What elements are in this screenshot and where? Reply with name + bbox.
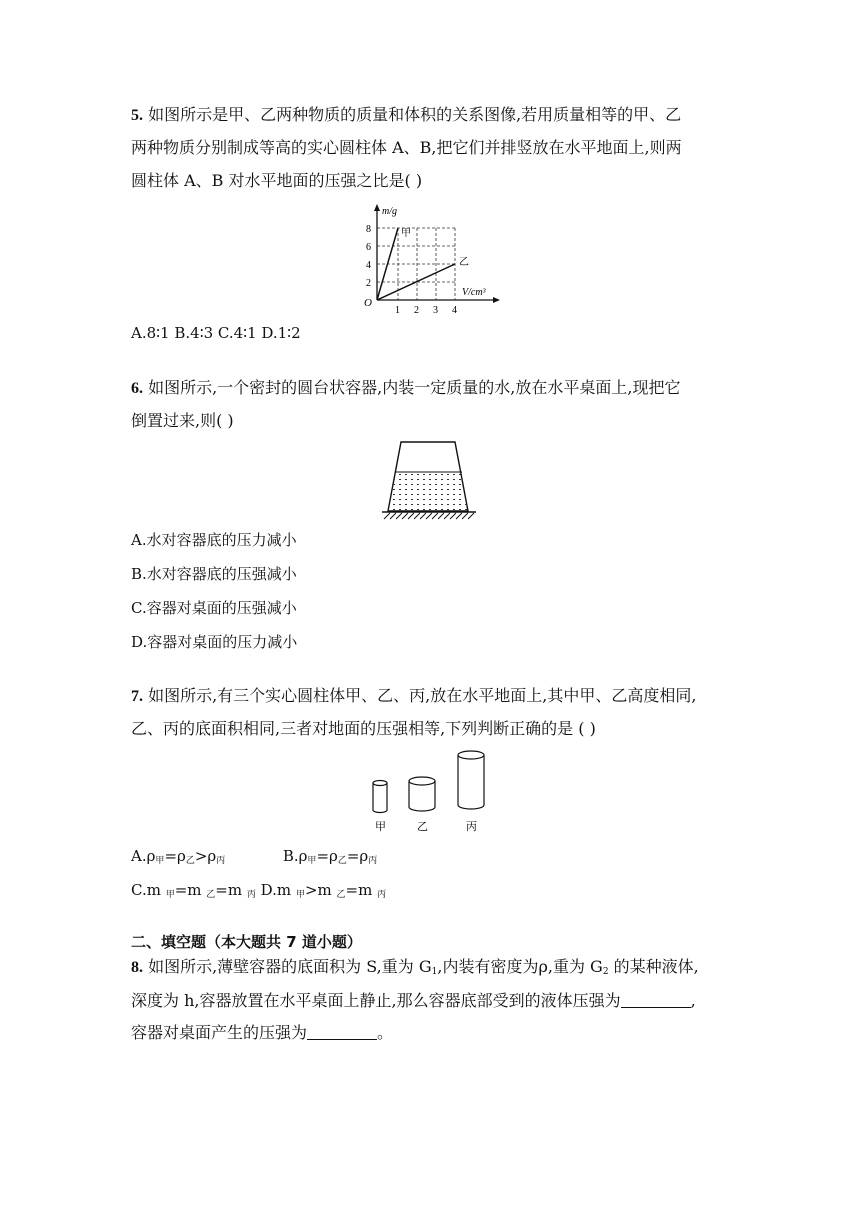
y-tick-label: 6 — [366, 242, 371, 253]
q8-text2-end: , — [690, 991, 696, 1010]
q7-options-row2 — [131, 879, 386, 906]
q8-sub2: 2 — [602, 967, 609, 977]
q6-line1 — [131, 377, 680, 400]
y-tick-label: 2 — [366, 278, 371, 289]
q6-option-d: D.容器对桌面的压力减小 — [131, 633, 298, 651]
q8-text2: 深度为 h,容器放置在水平桌面上静止,那么容器底部受到的液体压强为 — [131, 991, 621, 1010]
q7-options-row1 — [131, 845, 377, 872]
cylinder-yi — [409, 777, 435, 811]
q8-text3-end: 。 — [377, 1023, 394, 1042]
mass-volume-chart — [360, 200, 510, 318]
q7-option-b: $B.\rho_甲=\rho_乙=\rho_丙$ — [282, 847, 378, 866]
series-jia-label: 甲 — [401, 228, 411, 239]
q6-line2: 倒置过来,则( ) — [131, 411, 234, 430]
q7-line2: 乙、丙的底面积相同,三者对地面的压强相等,下列判断正确的是 ( ) — [131, 719, 596, 738]
y-tick-label: 8 — [366, 224, 371, 235]
x-axis-label: V/cm³ — [462, 287, 486, 298]
q7-option-a: $A.\rho_甲=\rho_乙>\rho_丙$ — [131, 847, 226, 866]
q5-options: A.8∶1 B.4∶3 C.4∶1 D.1∶2 — [131, 324, 301, 342]
label-jia: 甲 — [375, 821, 386, 833]
cylinder-jia — [373, 781, 387, 813]
q5-text1: 如图所示是甲、乙两种物质的质量和体积的关系图像,若用质量相等的甲、乙 — [148, 105, 682, 124]
q8-text3: 容器对桌面产生的压强为 — [131, 1023, 308, 1042]
q8-line3 — [131, 1022, 393, 1044]
q5-line3: 圆柱体 A、B 对水平地面的压强之比是( ) — [131, 171, 423, 190]
q6-number: 6. — [131, 380, 143, 397]
series-yi-label: 乙 — [459, 257, 469, 268]
q7-line1 — [131, 685, 696, 708]
y-axis-arrow — [374, 204, 380, 211]
x-axis-arrow — [493, 297, 500, 303]
q5-line1 — [131, 104, 681, 127]
q5-number: 5. — [131, 107, 143, 124]
q7-option-d: D.m $_甲$>m $_乙$=m $_丙$ — [260, 881, 387, 900]
y-tick-label: 4 — [366, 260, 371, 271]
q8-line2 — [131, 990, 696, 1012]
q8-text1c: 的某种液体, — [608, 957, 699, 976]
water-fill — [388, 472, 468, 511]
q6-option-a: A.水对容器底的压力减小 — [131, 531, 297, 549]
label-yi: 乙 — [417, 821, 428, 833]
q6-option-c: C.容器对桌面的压强减小 — [131, 599, 297, 617]
q7-number: 7. — [131, 688, 143, 705]
cylinder-bing — [458, 751, 484, 809]
q7-text1: 如图所示,有三个实心圆柱体甲、乙、丙,放在水平地面上,其中甲、乙高度相同, — [148, 686, 697, 705]
q8-text1a: 如图所示,薄壁容器的底面积为 S,重为 G — [148, 957, 432, 976]
y-axis-label: m/g — [382, 206, 397, 217]
label-bing: 丙 — [466, 821, 477, 833]
frustum-container-figure — [380, 438, 480, 522]
x-tick-label: 1 — [395, 305, 400, 316]
origin-label: O — [364, 297, 372, 309]
q8-line1 — [131, 956, 699, 983]
answer-blank-1[interactable] — [621, 991, 691, 1008]
q8-number: 8. — [131, 959, 143, 976]
q7-option-c: C.m $_甲$=m $_乙$=m $_丙$ — [131, 881, 256, 900]
table-hatching — [384, 513, 474, 519]
cylinders-figure — [366, 746, 496, 836]
x-tick-label: 2 — [414, 305, 419, 316]
q8-sub1: 1 — [431, 967, 438, 977]
x-tick-label: 3 — [433, 305, 438, 316]
section-2-title: 二、填空题（本大题共 7 道小题） — [131, 933, 362, 951]
q8-text1b: ,内装有密度为ρ,重为 G — [437, 957, 603, 976]
q6-option-b: B.水对容器底的压强减小 — [131, 565, 297, 583]
x-tick-label: 4 — [452, 305, 457, 316]
q5-line2: 两种物质分别制成等高的实心圆柱体 A、B,把它们并排竖放在水平地面上,则两 — [131, 138, 682, 157]
q6-text1: 如图所示,一个密封的圆台状容器,内装一定质量的水,放在水平桌面上,现把它 — [148, 378, 681, 397]
chart-grid — [377, 228, 455, 300]
answer-blank-2[interactable] — [307, 1023, 377, 1040]
